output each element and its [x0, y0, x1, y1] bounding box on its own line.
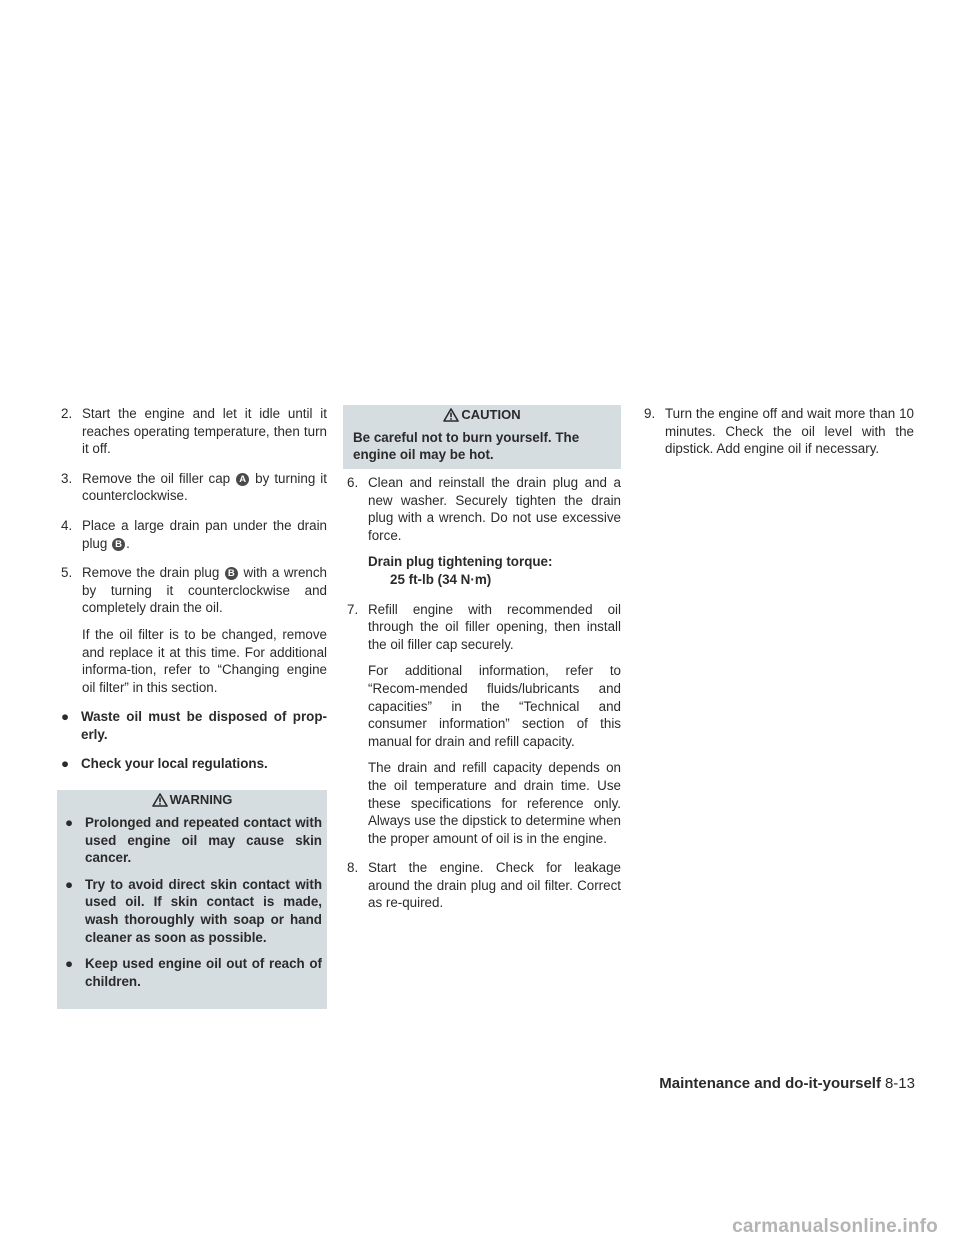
bullet-item: ● Waste oil must be disposed of prop-erly.	[61, 709, 327, 742]
step-subtext: For additional information, refer to “Recom-mended fluids/lubricants and capacities” in the “Technical and consumer information” section of this manual for drain and refill capacity.	[368, 663, 621, 749]
step-number: 8.	[347, 860, 359, 876]
step-number: 4.	[61, 517, 73, 533]
step-subtext: If the oil filter is to be changed, remove and replace it at this time. For additional informa-tion, refer to “Changing engine oil filter” in this section.	[82, 626, 327, 695]
step-5	[57, 564, 327, 696]
step-6	[343, 474, 621, 589]
step-number: 6.	[347, 475, 359, 490]
step-number: 2.	[61, 406, 73, 421]
step-text: Start the engine and let it idle until it reaches operating temperature, then turn it off.	[82, 406, 327, 457]
step-text: Remove the oil filler cap A by turning it counterclockwise.	[82, 470, 327, 504]
warning-item: ● Keep used engine oil out of reach of children.	[65, 956, 322, 989]
step-8	[343, 859, 621, 912]
step-text: Clean and reinstall the drain plug and a new washer. Securely tighten the drain plug with a wrench. Do not use excessive force.	[368, 475, 621, 543]
warning-header	[57, 790, 327, 810]
page-footer	[659, 1075, 915, 1093]
warning-triangle-icon	[152, 793, 168, 807]
caution-box	[343, 405, 621, 469]
warning-title: WARNING	[169, 792, 233, 808]
bullet-icon: ●	[65, 956, 74, 972]
warning-item: ● Try to avoid direct skin contact with used oil. If skin contact is made, wash thoroughly with soap or hand cleaner as soon as possible.	[65, 876, 322, 945]
watermark: carmanualsonline.info	[732, 1216, 938, 1238]
step-number: 3.	[61, 470, 73, 486]
torque-value: 25 ft-lb (34 N·m)	[390, 571, 492, 587]
step-number: 7.	[347, 601, 359, 617]
step-4	[57, 517, 327, 552]
bullet-item: ● Check your local regulations.	[61, 755, 268, 771]
step-2	[57, 405, 327, 458]
torque-label: Drain plug tightening torque:	[368, 554, 553, 570]
step-text: Place a large drain pan under the drain plug B .	[82, 517, 327, 551]
bullet-icon: ●	[65, 815, 74, 831]
step-text: Start the engine. Check for leakage around the drain plug and oil filter. Correct as re-quired.	[368, 860, 621, 911]
bullet-icon: ●	[61, 755, 70, 771]
caution-title: CAUTION	[461, 407, 521, 423]
step-number: 5.	[61, 565, 73, 581]
step-3	[57, 470, 327, 505]
bullet-icon: ●	[61, 709, 70, 725]
page-number: 8-13	[884, 1075, 915, 1092]
step-7	[343, 601, 621, 848]
step-text: Turn the engine off and wait more than 10 minutes. Check the oil level with the dipstick. Add engine oil if necessary.	[665, 406, 914, 457]
bullet-icon: ●	[65, 876, 74, 892]
warning-box	[57, 790, 327, 1009]
column-3	[640, 405, 914, 470]
warning-item: ● Prolonged and repeated contact with used engine oil may cause skin cancer.	[65, 815, 322, 866]
torque-spec	[368, 553, 621, 588]
section-title: Maintenance and do-it-yourself	[659, 1075, 881, 1092]
step-number: 9.	[644, 406, 656, 421]
callout-b-icon: B	[112, 538, 125, 551]
callout-a-icon: A	[236, 473, 249, 486]
step-9	[640, 405, 914, 458]
caution-header	[343, 405, 621, 425]
step-text: Remove the drain plug B with a wrench by turning it counterclockwise and completely drain the oil.	[82, 565, 327, 616]
warning-triangle-icon	[443, 408, 459, 422]
warning-body	[57, 810, 327, 990]
step-text: Refill engine with recommended oil through the oil filler opening, then install the oil filler cap securely.	[368, 601, 621, 652]
step-subtext: The drain and refill capacity depends on the oil temperature and drain time. Use these specifications for reference only. Always use the dipstick to determine when the proper amount of oil is in the engine.	[368, 760, 621, 846]
callout-b-icon: B	[225, 567, 238, 580]
caution-text: Be careful not to burn yourself. The engine oil may be hot.	[343, 425, 621, 469]
column-1	[57, 405, 327, 1009]
column-2	[343, 405, 621, 924]
